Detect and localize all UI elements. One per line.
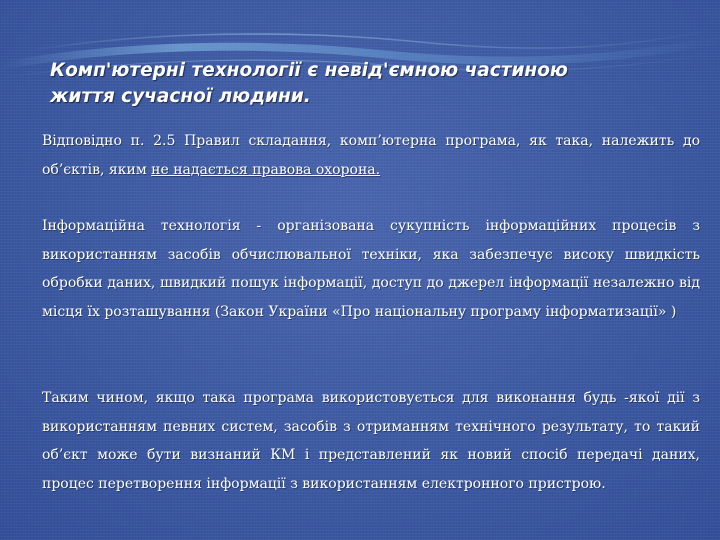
paragraph-information-technology-definition: Інформаційна технологія - організована сукупність інформаційних процесів з використанням засобів обчислювальної техніки, яка забезпечує високу швидкість обробки даних, швидкий пошук інформації, доступ до джерел інформації незалежно від місця їх розташування (Закон України «Про національну програму інформатизації» ) <box>42 218 700 320</box>
paragraph-1-text: Відповідно п. 2.5 Правил складання, комп’ютерна програма, як така, належить до об’єктів, яким <box>42 133 700 178</box>
paragraph-program-protection <box>42 127 700 184</box>
slide-title-line-2: життя сучасної людини. <box>50 86 311 107</box>
slide-title <box>50 58 690 110</box>
paragraph-conclusion: Таким чином, якщо така програма використовується для виконання будь -якої дії з використанням певних систем, засобів з отриманням технічного результату, то такий об’єкт може бути визнаний КМ і представлений як новий спосіб передачі даних, процес перетворення інформації з використанням електронного пристрою. <box>42 390 700 492</box>
paragraph-1-underlined-text: не надається правова охорона. <box>151 161 381 178</box>
slide-title-line-1: Комп'ютерні технології є невід'ємною частиною <box>50 60 568 81</box>
